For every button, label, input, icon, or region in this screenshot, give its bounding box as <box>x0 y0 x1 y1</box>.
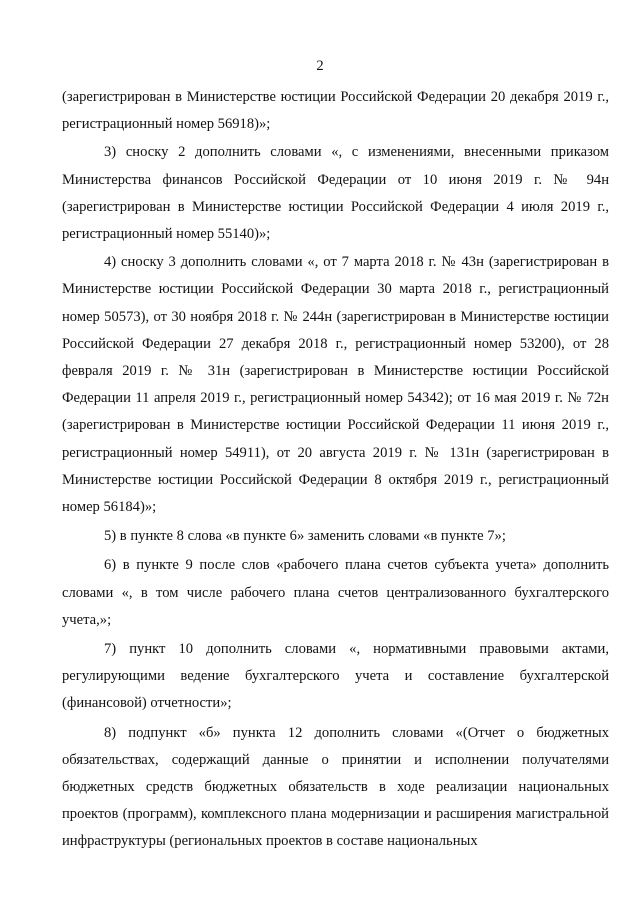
paragraph-item-6: 6) в пункте 9 после слов «рабочего плана счетов субъекта учета» дополнить словами «, в том числе рабочего плана счетов централизованного бухгалтерского учета,»; <box>62 557 609 628</box>
paragraph-item-8: 8) подпункт «б» пункта 12 дополнить словами «(Отчет о бюджетных обязательствах, содержащий данные о принятии и исполнении получателями бюджетных средств бюджетных обязательств в ходе реализации национальных проектов (программ), комплексного плана модернизации и расширения магистральной инфраструктуры (региональных проектов в составе национальных <box>62 724 609 850</box>
paragraph-item-4: 4) сноску 3 дополнить словами «, от 7 марта 2018 г. № 43н (зарегистрирован в Министерстве юстиции Российской Федерации 30 марта 2018 г., регистрационный номер 50573), от 30 ноября 2018 г. № 244н (зарегистрирован в Министерстве юстиции Российской Федерации 27 декабря 2018 г., регистрационный номер 53200), от 28 февраля 2019 г. № 31н (зарегистрирован в Министерстве юстиции Российской Федерации 11 апреля 2019 г., регистрационный номер 54342); от 16 мая 2019 г. № 72н (зарегистрирован в Министерстве юстиции Российской Федерации 11 июня 2019 г., регистрационный номер 54911), от 20 августа 2019 г. № 131н (зарегистрирован в Министерстве юстиции Российской Федерации 8 октября 2019 г., регистрационный номер 56184)»; <box>62 254 609 516</box>
paragraph-item-7: 7) пункт 10 дополнить словами «, нормативными правовыми актами, регулирующими ведение бухгалтерского учета и составление бухгалтерской (финансовой) отчетности»; <box>62 641 609 712</box>
paragraph-continuation: (зарегистрирован в Министерстве юстиции Российской Федерации 20 декабря 2019 г., регистрационный номер 56918)»; <box>62 89 609 133</box>
document-body <box>62 84 609 856</box>
paragraph-item-5: 5) в пункте 8 слова «в пункте 6» заменить словами «в пункте 7»; <box>104 528 506 545</box>
page-number: 2 <box>316 58 324 74</box>
paragraph-item-3: 3) сноску 2 дополнить словами «, с изменениями, внесенными приказом Министерства финансов Российской Федерации от 10 июня 2019 г. № 94н (зарегистрирован в Министерстве юстиции Российской Федерации 4 июля 2019 г., регистрационный номер 55140)»; <box>62 144 609 243</box>
